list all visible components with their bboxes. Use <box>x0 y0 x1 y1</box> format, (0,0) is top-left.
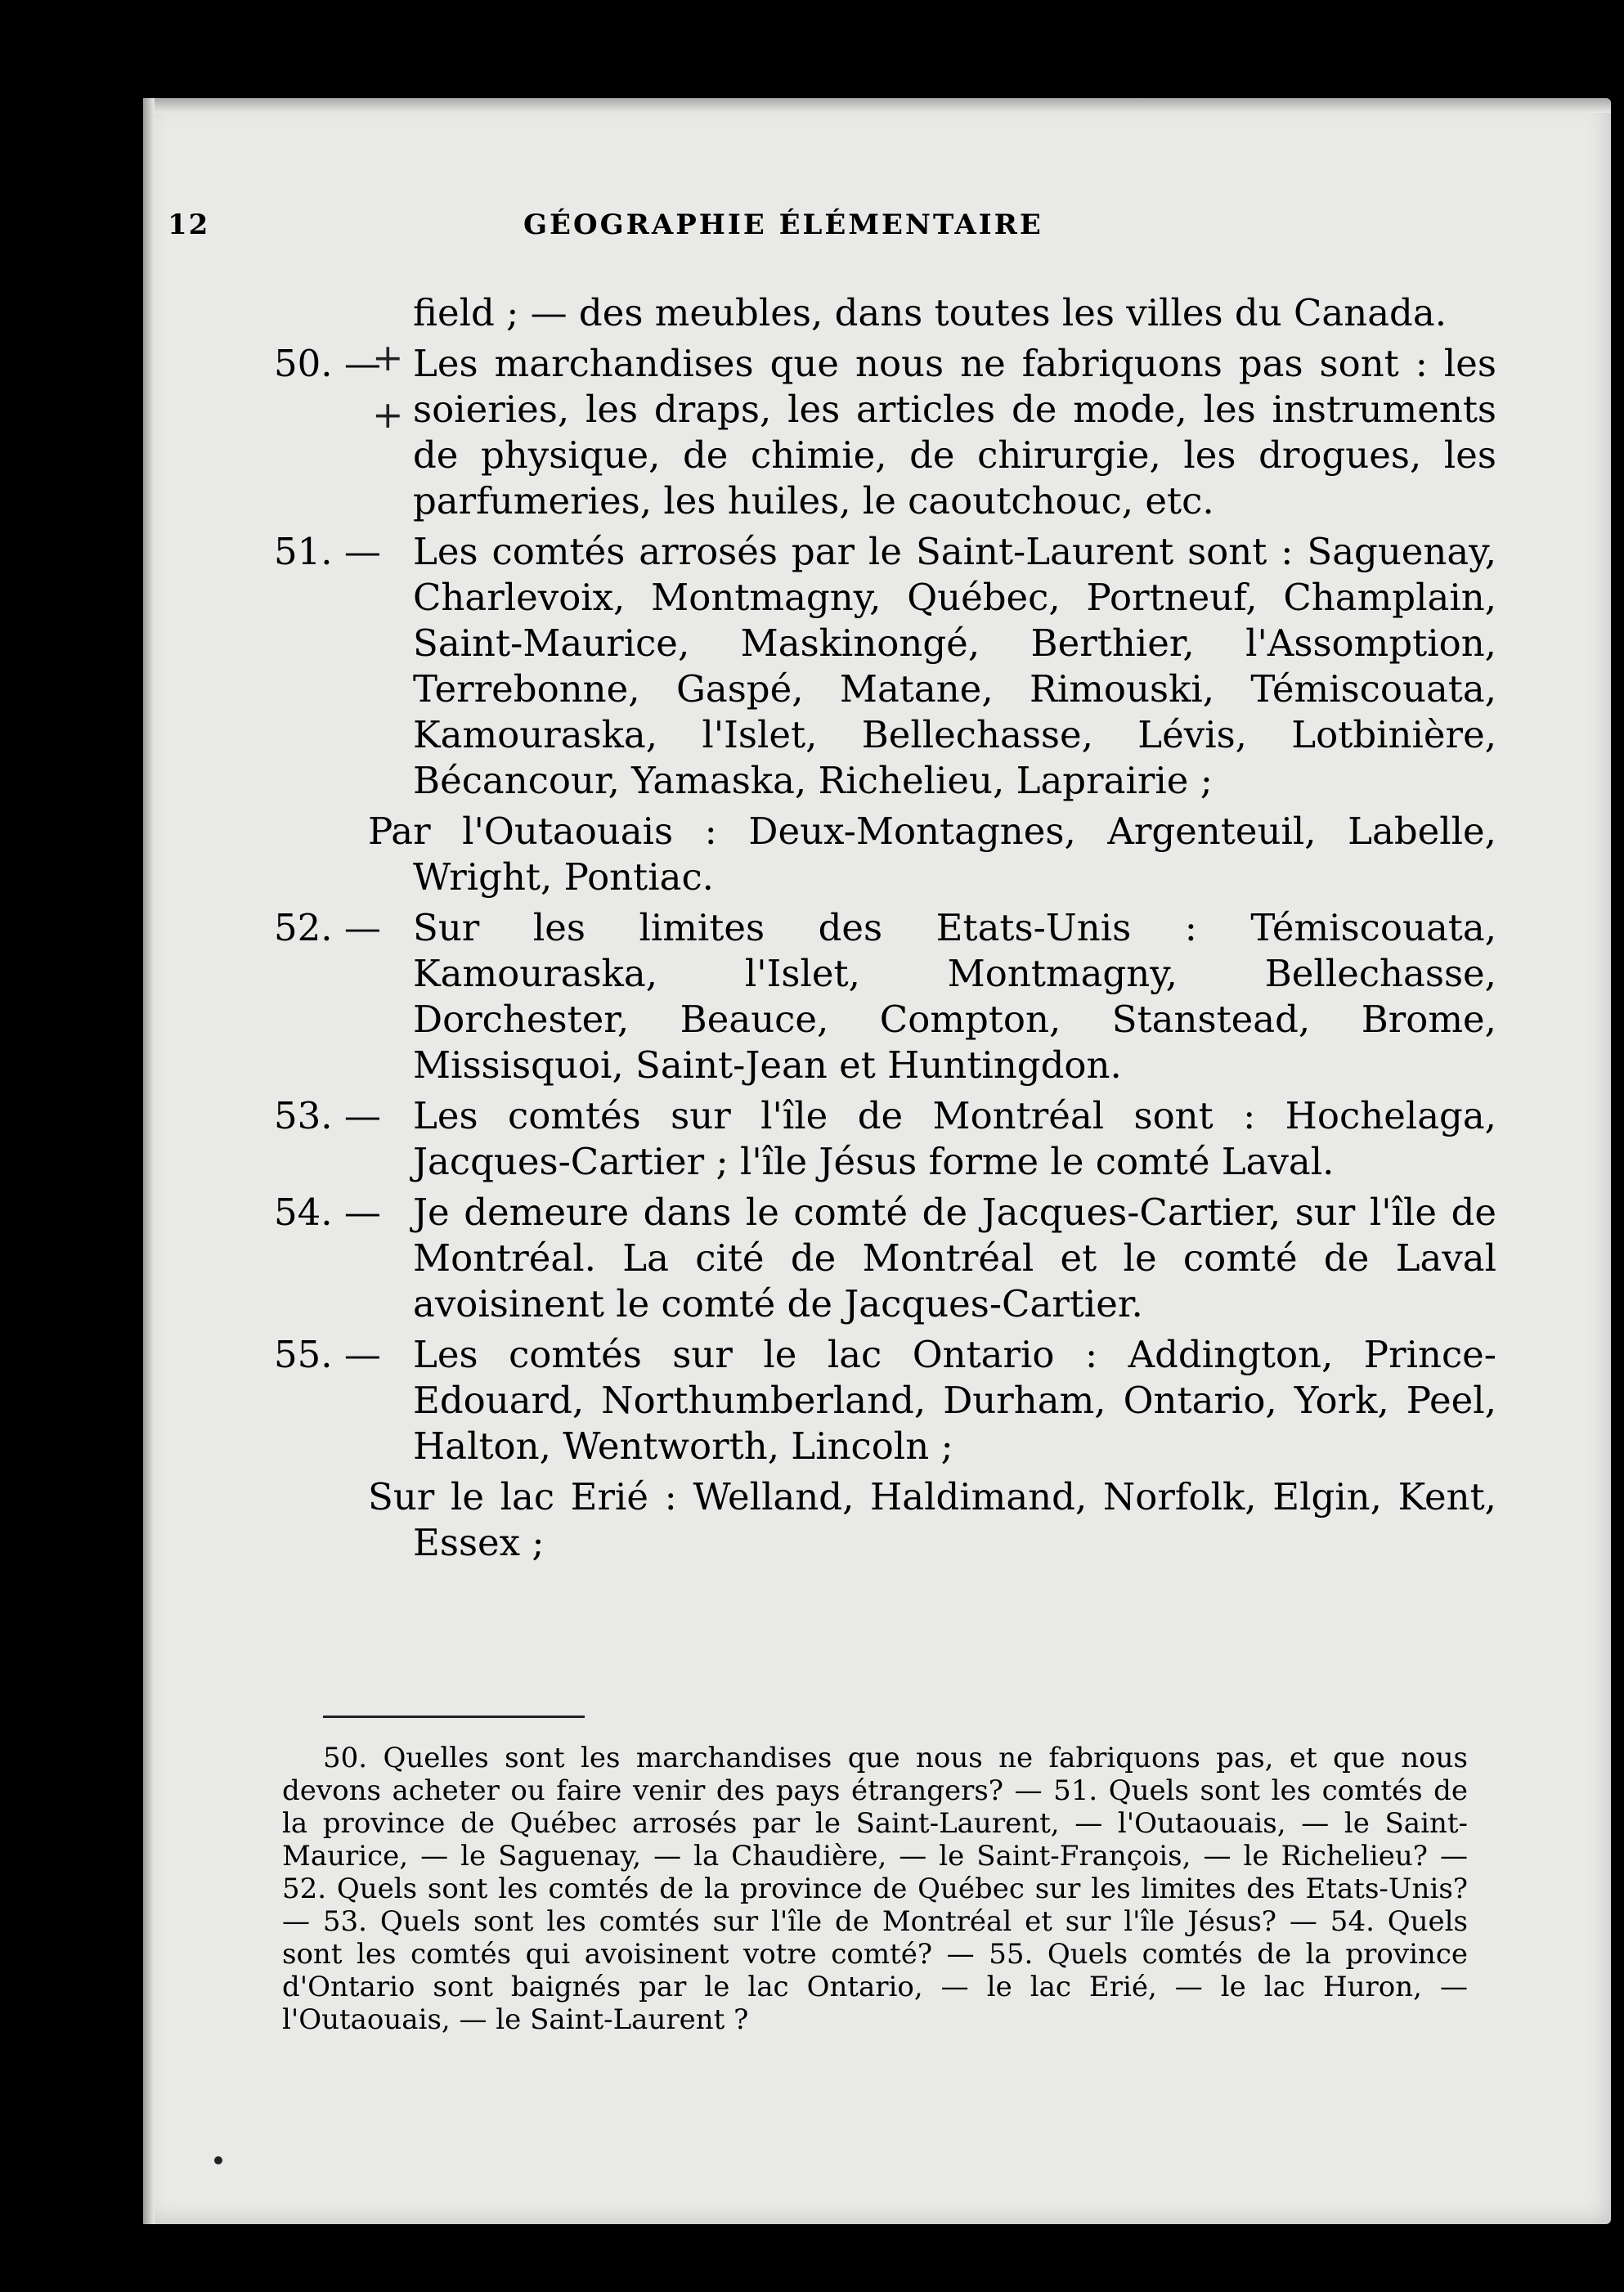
page-number: 12 <box>168 209 210 241</box>
entry-51 <box>274 529 1496 804</box>
continuation-paragraph <box>274 290 1496 336</box>
entry-text: Les comtés sur le lac Ontario : Addington, Prince-Edouard, Northumberland, Durham, Ontario, York, Peel, Halton, Wentworth, Lincoln ; <box>413 1333 1496 1468</box>
footnote-divider <box>323 1716 585 1718</box>
entry-54 <box>274 1190 1496 1327</box>
continuation-text: field ; — des meubles, dans toutes les villes du Canada. <box>413 291 1447 334</box>
entry-53 <box>274 1093 1496 1185</box>
page-left-edge <box>143 98 155 2224</box>
entry-number: 51. — <box>274 530 381 573</box>
entry-number: 53. — <box>274 1094 381 1137</box>
margin-cross-mark: + <box>372 392 404 437</box>
entry-55 <box>274 1332 1496 1469</box>
entry-number: 55. — <box>274 1333 381 1376</box>
entry-text: Je demeure dans le comté de Jacques-Cartier, sur l'île de Montréal. La cité de Montréal et le comté de Laval avoisinent le comté de Jacques-Cartier. <box>413 1191 1496 1325</box>
margin-cross-mark: + <box>372 335 404 379</box>
entry-text: Les comtés sur l'île de Montréal sont : Hochelaga, Jacques-Cartier ; l'île Jésus forme le comté Laval. <box>413 1094 1496 1183</box>
footnote-questions: 50. Quelles sont les marchandises que nous ne fabriquons pas, et que nous devons acheter ou faire venir des pays étrangers? — 51. Quels sont les comtés de la province de Québec arrosés par le Saint-Laurent, — l'Outaouais, — le Saint-Maurice, — le Saguenay, — la Chaudière, — le Saint-François, — le Richelieu? — 52. Quels sont les comtés de la province de Québec sur les limites des Etats-Unis? — 53. Quels sont les comtés sur l'île de Montréal et sur l'île Jésus? — 54. Quels sont les comtés qui avoisinent votre comté? — 55. Quels comtés de la province d'Ontario sont baignés par le lac Ontario, — le lac Erié, — le lac Huron, — l'Outaouais, — le Saint-Laurent ? <box>282 1742 1468 2036</box>
entry-55-sub <box>274 1474 1496 1566</box>
page-top-edge <box>143 98 1611 113</box>
entry-number: 52. — <box>274 906 381 949</box>
ink-speck <box>214 2156 222 2164</box>
entry-number: 50. — <box>274 342 381 385</box>
entry-text: Les comtés arrosés par le Saint-Laurent sont : Saguenay, Charlevoix, Montmagny, Québec, Portneuf, Champlain, Saint-Maurice, Maskinongé, Berthier, l'Assomption, Terrebonne, Gaspé, Matane, Rimouski, Témiscouata, Kamouraska, l'Islet, Bellechasse, Lévis, Lotbinière, Bécancour, Yamaska, Richelieu, Laprairie ; <box>413 530 1496 802</box>
entry-sub-text: Par l'Outaouais : Deux-Montagnes, Argenteuil, Labelle, Wright, Pontiac. <box>368 810 1496 899</box>
entry-sub-text: Sur le lac Erié : Welland, Haldimand, Norfolk, Elgin, Kent, Essex ; <box>368 1475 1496 1564</box>
entry-50 <box>274 341 1496 524</box>
entry-text: Sur les limites des Etats-Unis : Témiscouata, Kamouraska, l'Islet, Montmagny, Bellechasse, Dorchester, Beauce, Compton, Stanstead, Brome, Missisquoi, Saint-Jean et Huntingdon. <box>413 906 1496 1087</box>
main-text <box>274 290 1496 1571</box>
entry-52 <box>274 905 1496 1088</box>
running-title: GÉOGRAPHIE ÉLÉMENTAIRE <box>523 209 1043 241</box>
entry-number: 54. — <box>274 1191 381 1234</box>
entry-text: Les marchandises que nous ne fabriquons pas sont : les soieries, les draps, les articles de mode, les instruments de physique, de chimie, de chirurgie, les drogues, les parfumeries, les huiles, le caoutchouc, etc. <box>413 342 1496 523</box>
entry-51-sub <box>274 809 1496 900</box>
